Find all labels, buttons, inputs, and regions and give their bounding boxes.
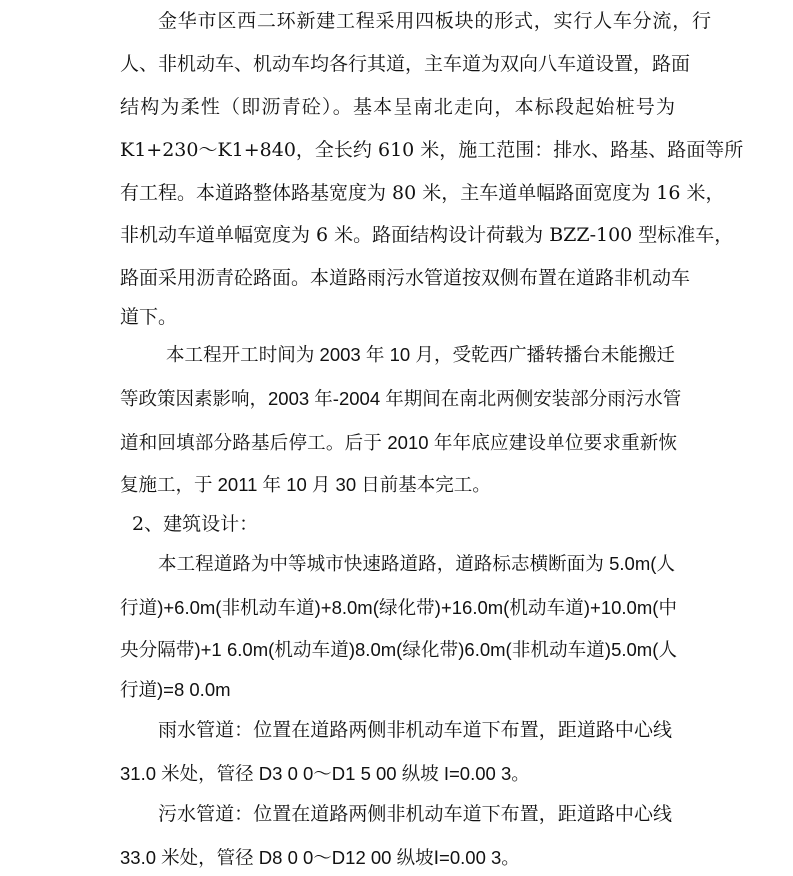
paragraph-1-line-8: 道下。 [120, 306, 178, 328]
paragraph-3-line-1: 本工程道路为中等城市快速路道路，道路标志横断面为 5.0m(人 [158, 553, 675, 574]
paragraph-3-line-2: 行道)+6.0m(非机动车道)+8.0m(绿化带)+16.0m(机动车道)+10.0m(中 [120, 597, 677, 618]
paragraph-1-line-4: K1+230～K1+840，全长约 610 米，施工范围：排水、路基、路面等所 [120, 139, 744, 161]
paragraph-2-line-1: 本工程开工时间为 2003 年 10 月，受乾西广播转播台未能搬迁 [166, 344, 675, 365]
paragraph-4-line-2: 31.0 米处，管径 D3 0 0～D1 5 00 纵坡 I=0.00 3。 [120, 763, 530, 784]
paragraph-3-line-3: 央分隔带)+1 6.0m(机动车道)8.0m(绿化带)6.0m(非机动车道)5.0m(人 [120, 639, 677, 660]
paragraph-1-line-3: 结构为柔性（即沥青砼）。基本呈南北走向，本标段起始桩号为 [120, 96, 675, 118]
paragraph-2-line-4: 复施工，于 2011 年 10 月 30 日前基本完工。 [120, 474, 491, 495]
paragraph-1-line-6: 非机动车道单幅宽度为 6 米。路面结构设计荷载为 BZZ-100 型标准车， [120, 224, 734, 246]
paragraph-1-line-7: 路面采用沥青砼路面。本道路雨污水管道按双侧布置在道路非机动车 [120, 267, 691, 289]
paragraph-4-line-1: 雨水管道：位置在道路两侧非机动车道下布置，距道路中心线 [158, 719, 672, 741]
paragraph-2-line-2: 等政策因素影响，2003 年-2004 年期间在南北两侧安装部分雨污水管 [120, 388, 682, 409]
paragraph-5-line-2: 33.0 米处，管径 D8 0 0～D12 00 纵坡Ⅰ=0.00 3。 [120, 847, 520, 868]
section-heading: 2、建筑设计： [132, 513, 259, 535]
paragraph-2-line-3: 道和回填部分路基后停工。后于 2010 年年底应建设单位要求重新恢 [120, 432, 677, 453]
paragraph-1-line-1: 金华市区西二环新建工程采用四板块的形式，实行人车分流，行 [158, 10, 711, 32]
paragraph-5-line-1: 污水管道：位置在道路两侧非机动车道下布置，距道路中心线 [158, 803, 672, 825]
paragraph-1-line-5: 有工程。本道路整体路基宽度为 80 米，主车道单幅路面宽度为 16 米， [120, 182, 725, 204]
paragraph-1-line-2: 人、非机动车、机动车均各行其道，主车道为双向八车道设置，路面 [120, 53, 691, 75]
paragraph-3-line-4: 行道)=8 0.0m [120, 679, 231, 700]
